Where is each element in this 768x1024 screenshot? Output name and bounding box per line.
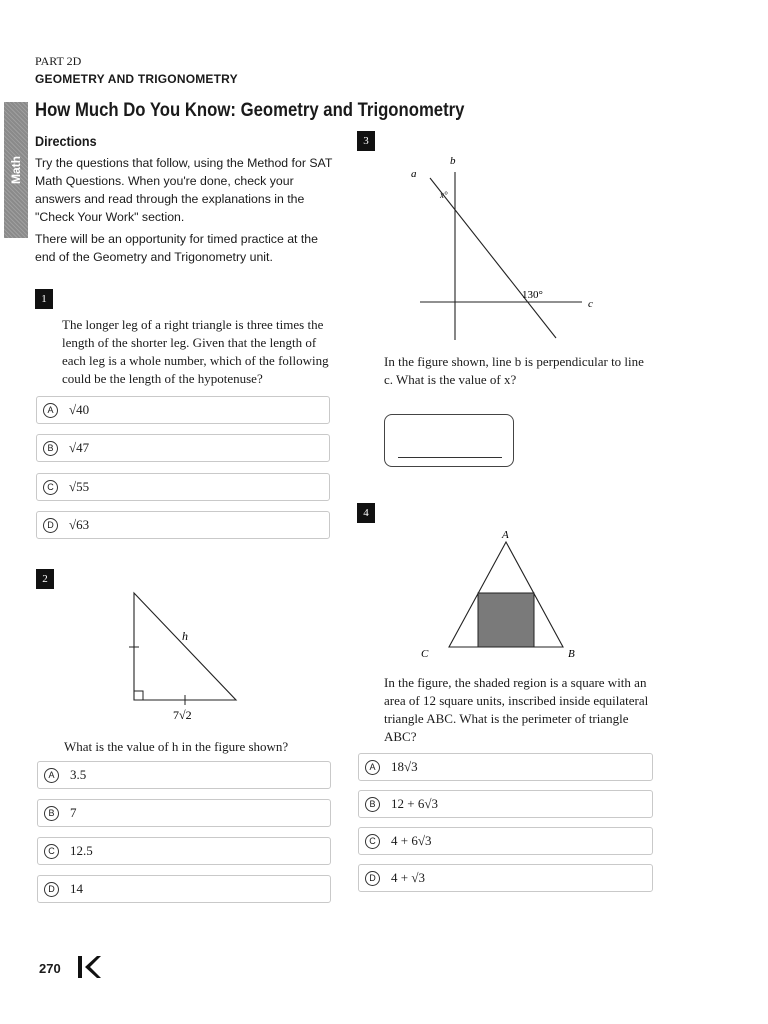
q4-choice-c-text: 4 + 6√3 [391, 833, 432, 848]
q1-choice-a[interactable] [36, 396, 330, 424]
kaplan-logo-icon [77, 954, 101, 982]
q3-lines-figure [400, 150, 610, 350]
q3-label-angle-130: 130° [522, 289, 543, 301]
q3-answer-box[interactable] [384, 414, 514, 467]
q3-label-a: a [411, 168, 417, 180]
q4-choice-a[interactable] [358, 753, 653, 781]
q2-choice-d[interactable] [37, 875, 331, 903]
side-tab-label: Math [9, 156, 23, 184]
part-title: GEOMETRY AND TRIGONOMETRY [35, 72, 238, 86]
directions-paragraph-2: There will be an opportunity for timed practice at the end of the Geometry and Trigonometry unit. [35, 232, 318, 264]
q3-line-a [430, 178, 556, 338]
q3-answer-line [398, 457, 502, 458]
question-4-text: In the figure, the shaded region is a square with an area of 12 square units, inscribed inside equilateral triangle ABC. What is the perimeter of triangle ABC? [384, 675, 649, 744]
q2-choice-c[interactable] [37, 837, 331, 865]
q2-triangle [134, 593, 236, 700]
q3-label-angle-x: x° [440, 190, 448, 200]
q1-choice-d-bubble[interactable]: D [43, 518, 58, 533]
q1-choice-d-text: √63 [69, 517, 90, 532]
q1-choice-b[interactable] [36, 434, 330, 462]
directions-heading: Directions [35, 133, 97, 149]
q4-choice-d-bubble[interactable]: D [365, 871, 380, 886]
part-label: PART 2D [35, 54, 82, 68]
q1-choice-b-bubble[interactable]: B [43, 441, 58, 456]
q4-choice-b-bubble[interactable]: B [365, 797, 380, 812]
q2-choice-b-bubble[interactable]: B [44, 806, 59, 821]
q4-choice-a-bubble[interactable]: A [365, 760, 380, 775]
question-3-text: In the figure shown, line b is perpendicular to line c. What is the value of x? [384, 354, 644, 387]
side-tab-math [4, 102, 28, 238]
question-1-number: 1 [35, 289, 53, 309]
q1-choice-c[interactable] [36, 473, 330, 501]
q1-choice-c-bubble[interactable]: C [43, 480, 58, 495]
question-2-number: 2 [36, 569, 54, 589]
q4-triangle-square-figure [410, 525, 600, 665]
question-4-number: 4 [357, 503, 375, 523]
q1-choice-a-text: √40 [69, 402, 90, 417]
q3-label-b: b [450, 155, 456, 167]
q1-choice-b-text: √47 [69, 440, 90, 455]
q4-label-b: B [568, 648, 575, 660]
q2-choice-d-text: 14 [70, 881, 83, 896]
q1-choice-d[interactable] [36, 511, 330, 539]
q2-choice-b-text: 7 [70, 805, 77, 820]
page-title: How Much Do You Know: Geometry and Trigonometry [35, 100, 465, 121]
q4-choice-c-bubble[interactable]: C [365, 834, 380, 849]
page-number: 270 [39, 961, 61, 976]
q2-label-h: h [182, 629, 188, 643]
q2-choice-a-text: 3.5 [70, 767, 87, 782]
q4-label-a: A [502, 529, 509, 541]
q1-choice-a-bubble[interactable]: A [43, 403, 58, 418]
q2-label-base: 7√2 [173, 708, 192, 722]
q2-choice-a-bubble[interactable]: A [44, 768, 59, 783]
q2-right-angle-mark [134, 691, 143, 700]
question-3-number: 3 [357, 131, 375, 151]
q2-choice-a[interactable] [37, 761, 331, 789]
q2-right-triangle-figure [120, 585, 250, 725]
question-1-text: The longer leg of a right triangle is three times the length of the shorter leg. Given that the length of each leg is a whole number, which of the following could be the length of the hypotenuse? [62, 317, 329, 386]
q2-choice-c-bubble[interactable]: C [44, 844, 59, 859]
q4-choice-d[interactable] [358, 864, 653, 892]
q4-choice-b-text: 12 + 6√3 [391, 796, 438, 811]
q3-label-c: c [588, 298, 593, 310]
q4-label-c: C [421, 648, 429, 660]
q1-choice-c-text: √55 [69, 479, 90, 494]
q4-choice-c[interactable] [358, 827, 653, 855]
directions-paragraph-1: Try the questions that follow, using the Method for SAT Math Questions. When you're done, check your answers and read through the explanations in the "Check Your Work" section. [35, 156, 333, 224]
q2-choice-c-text: 12.5 [70, 843, 93, 858]
q4-choice-b[interactable] [358, 790, 653, 818]
q2-choice-d-bubble[interactable]: D [44, 882, 59, 897]
q4-choice-a-text: 18√3 [391, 759, 418, 774]
q4-choice-d-text: 4 + √3 [391, 870, 425, 885]
question-2-text: What is the value of h in the figure shown? [64, 739, 289, 754]
q2-choice-b[interactable] [37, 799, 331, 827]
q4-shaded-square [478, 593, 534, 647]
